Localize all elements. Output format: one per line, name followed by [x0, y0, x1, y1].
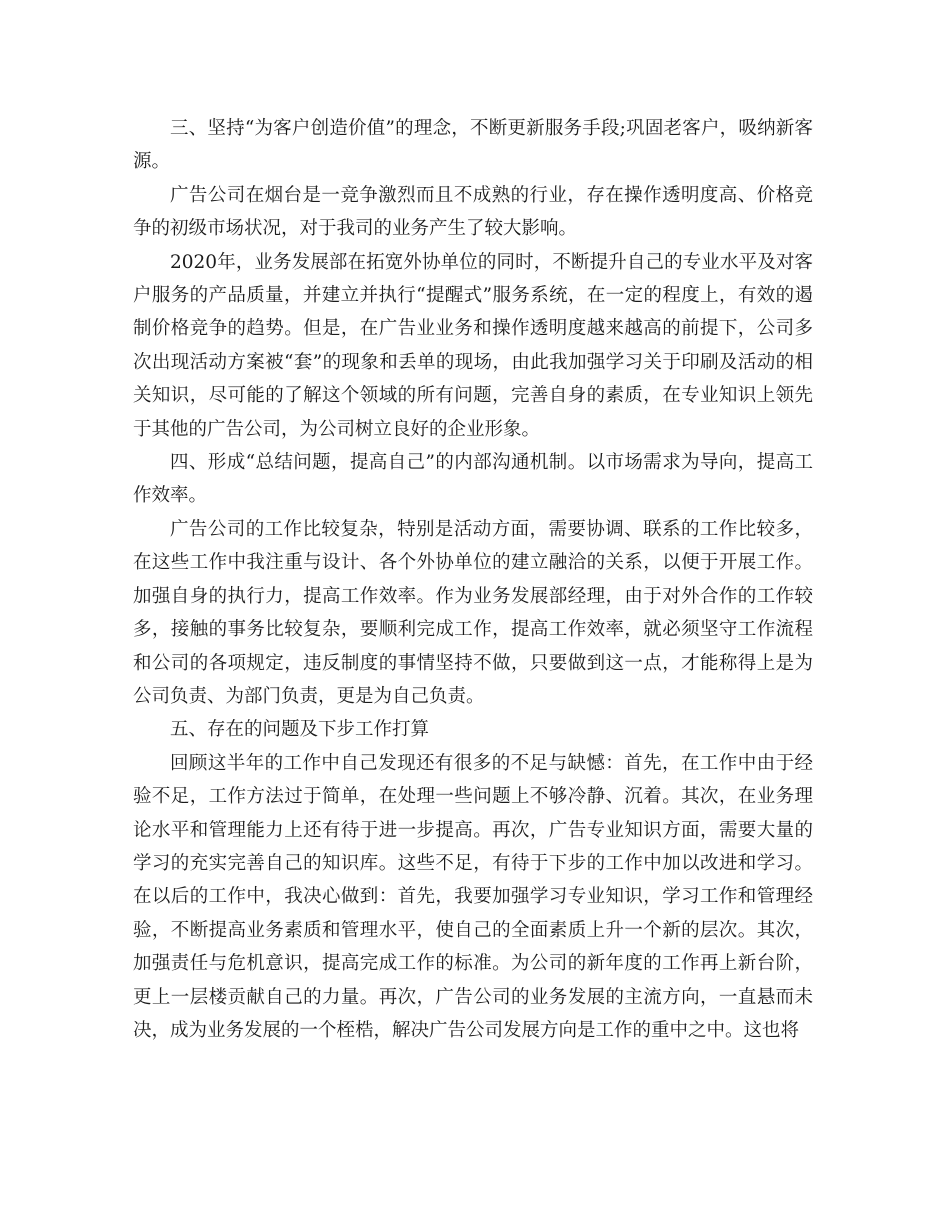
paragraph-review-and-plan: 回顾这半年的工作中自己发现还有很多的不足与缺憾：首先，在工作中由于经验不足，工作方法过于简单，在处理一些问题上不够冷静、沉着。其次，在业务理论水平和管理能力上还有待于进一步提高。再次，广告专业知识方面，需要大量的学习的充实完善自己的知识库。这些不足，有待于下步的工作中加以改进和学习。在以后的工作中，我决心做到：首先，我要加强学习专业知识，学习工作和管理经验，不断提高业务素质和管理水平，使自己的全面素质上升一个新的层次。其次，加强责任与危机意识，提高完成工作的标准。为公司的新年度的工作再上新台阶，更上一层楼贡献自己的力量。再次，广告公司的业务发展的主流方向，一直悬而未决，成为业务发展的一个桎梏，解决广告公司发展方向是工作的重中之中。这也将 [133, 752, 813, 1041]
paragraph-section-three-heading: 三、坚持“为客户创造价值”的理念，不断更新服务手段;巩固老客户，吸纳新客源。 [133, 118, 813, 173]
paragraph-section-five-heading: 五、存在的问题及下步工作打算 [170, 719, 430, 741]
paragraph-work-complexity: 广告公司的工作比较复杂，特别是活动方面，需要协调、联系的工作比较多，在这些工作中我注重与设计、各个外协单位的建立融洽的关系，以便于开展工作。加强自身的执行力，提高工作效率。作为业务发展部经理，由于对外合作的工作较多，接触的事务比较复杂，要顺利完成工作，提高工作效率，就必须坚守工作流程和公司的各项规定，违反制度的事情坚持不做，只要做到这一点，才能称得上是为公司负责、为部门负责，更是为自己负责。 [133, 518, 813, 707]
document-body [133, 112, 813, 1047]
paragraph-section-four-heading: 四、形成“总结问题，提高自己”的内部沟通机制。以市场需求为导向，提高工作效率。 [133, 452, 813, 507]
paragraph-market-status: 广告公司在烟台是一竞争激烈而且不成熟的行业，存在操作透明度高、价格竞争的初级市场状况，对于我司的业务产生了较大影响。 [133, 184, 813, 240]
paragraph-2020-work: 2020年，业务发展部在拓宽外协单位的同时，不断提升自己的专业水平及对客户服务的产品质量，并建立并执行“提醒式”服务系统，在一定的程度上，有效的遏制价格竞争的趋势。但是，在广告业业务和操作透明度越来越高的前提下，公司多次出现活动方案被“套”的现象和丢单的现场，由此我加强学习关于印刷及活动的相关知识，尽可能的了解这个领域的所有问题，完善自身的素质，在专业知识上领先于其他的广告公司，为公司树立良好的企业形象。 [133, 251, 813, 440]
